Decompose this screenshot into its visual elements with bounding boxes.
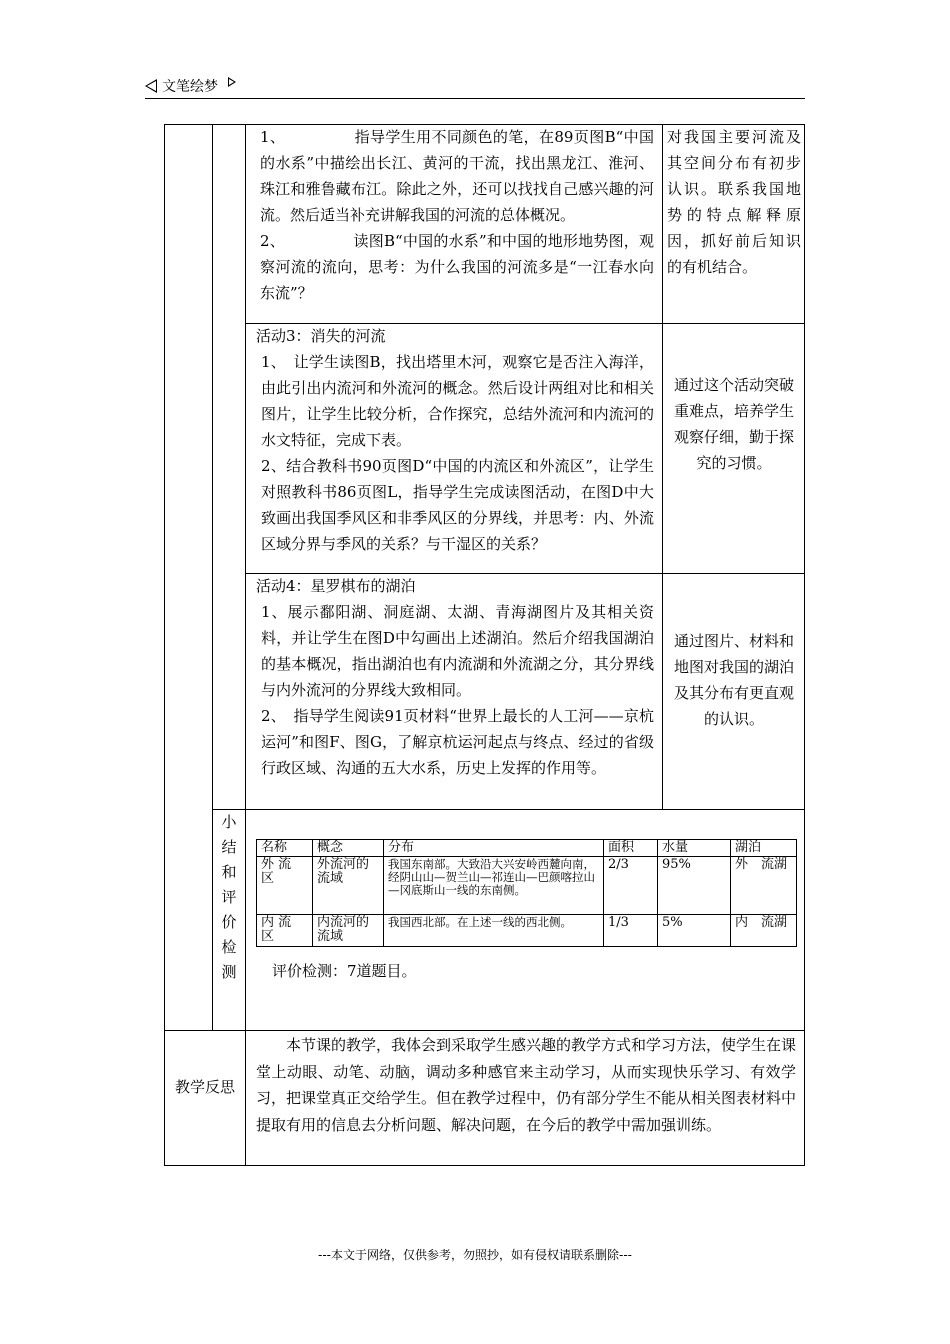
row-distribution: 我国东南部。大致沿大兴安岭西麓向南，经阴山山—贺兰山—祁连山—巴颜喀拉山—冈底斯山一线的东南侧。	[384, 857, 604, 915]
reflection-label: 教学反思	[174, 1078, 235, 1096]
row-water: 5%	[658, 915, 731, 947]
header-water: 水量	[658, 840, 731, 857]
col-line-3	[662, 124, 663, 810]
activity-1-note: 对我国主要河流及其空间分布有初步认识。联系我国地势的特点解释原因，抓好前后知识的有机结合。	[667, 128, 801, 276]
summary-label-char: 和	[221, 863, 237, 881]
row-concept: 外流河的流域	[313, 857, 384, 915]
row-lake: 外 流湖	[731, 857, 797, 915]
row-lake: 内 流湖	[731, 915, 797, 947]
header-logo	[145, 76, 236, 96]
table-row	[257, 857, 797, 915]
col-line-2	[245, 124, 246, 1166]
activity-4-note: 通过图片、材料和地图对我国的湖泊及其分布有更直观的认识。	[673, 632, 794, 728]
activity-3-block	[256, 323, 654, 557]
activity-1-item-2: 2、 读图B“中国的水系”和中国的地形地势图，观察河流的流向，思考：为什么我国的河流多是“一江春水向东流”？	[260, 232, 654, 302]
row-distribution: 我国西北部。在上述一线的西北侧。	[384, 915, 604, 947]
page-header	[145, 72, 805, 99]
activity-4-item-2: 2、 指导学生阅读91页材料“世界上最长的人工河——京杭运河”和图F、图G，了解京杭运河起点与终点、经过的省级行政区域、沟通的五大水系，历史上发挥的作用等。	[261, 707, 654, 777]
activity-4-block	[256, 573, 654, 781]
header-title: 文笔绘梦	[162, 79, 218, 95]
triangle-right-icon	[228, 77, 236, 87]
activity-4-item-1: 1、展示鄱阳湖、洞庭湖、太湖、青海湖图片及其相关资料，并让学生在图D中勾画出上述湖泊。然后介绍我国湖泊的基本概况，指出湖泊也有内流湖和外流湖之分，其分界线与内外流河的分界线大致相同。	[261, 603, 654, 699]
activity-block-1	[260, 124, 654, 306]
header-distribution: 分布	[384, 840, 604, 857]
table-row	[257, 915, 797, 947]
activity-3-note: 通过这个活动突破重难点，培养学生观察仔细，勤于探究的习惯。	[673, 376, 794, 472]
row-line-4	[164, 1030, 805, 1031]
header-area: 面积	[604, 840, 658, 857]
triangle-left-icon	[145, 79, 157, 93]
summary-label-char: 小	[221, 813, 237, 831]
row-area: 1/3	[604, 915, 658, 947]
row-area: 2/3	[604, 857, 658, 915]
summary-label-char: 价	[221, 913, 237, 931]
summary-label-char: 评	[221, 888, 237, 906]
activity-3-item-1: 1、 让学生读图B，找出塔里木河，观察它是否注入海洋，由此引出内流河和外流河的概念。然后设计两组对比和相关图片，让学生比较分析，合作探究，总结外流河和内流河的水文特征，完成下表。	[261, 353, 654, 449]
summary-label-char: 检	[221, 938, 237, 956]
summary-label-char: 结	[221, 838, 237, 856]
summary-table	[256, 839, 797, 947]
row-name: 内 流 区	[257, 915, 313, 947]
row-water: 95%	[658, 857, 731, 915]
activity-1-item-1: 1、 指导学生用不同颜色的笔，在89页图B“中国的水系”中描绘出长江、黄河的干流，找出黑龙江、淮河、珠江和雅鲁藏布江。除此之外，还可以找找自己感兴趣的河流。然后适当补充讲解我国的河流的总体概况。	[260, 128, 654, 224]
summary-label-char: 测	[221, 963, 237, 981]
header-name: 名称	[257, 840, 313, 857]
activity-4-title: 活动4：星罗棋布的湖泊	[256, 577, 416, 595]
evaluation-text: 评价检测：7道题目。	[272, 962, 417, 980]
summary-header-row	[257, 840, 797, 857]
row-line-3	[212, 809, 805, 810]
activity-3-title: 活动3：消失的河流	[256, 327, 386, 345]
header-lake: 湖泊	[731, 840, 797, 857]
activity-3-item-2: 2、结合教科书90页图D“中国的内流区和外流区”，让学生对照教科书86页图L，指导学生完成读图活动，在图D中大致画出我国季风区和非季风区的分界线，并思考：内、外流区域分界与季风的关系？与干湿区的关系？	[261, 457, 654, 553]
summary-label	[214, 810, 244, 985]
header-concept: 概念	[313, 840, 384, 857]
col-line-1	[212, 124, 213, 1030]
reflection-text: 本节课的教学，我体会到采取学生感兴趣的教学方式和学习方法，使学生在课堂上动眼、动笔、动脑，调动多种感官来主动学习，从而实现快乐学习、有效学习，把课堂真正交给学生。但在教学过程中，仍有部分学生不能从相关图表材料中提取有用的信息去分析问题、解决问题，在今后的教学中需加强训练。	[256, 1036, 797, 1134]
reflection-block	[256, 1032, 796, 1138]
row-concept: 内流河的流域	[313, 915, 384, 947]
row-name: 外 流 区	[257, 857, 313, 915]
page-footer: ---本文于网络，仅供参考，勿照抄，如有侵权请联系删除---	[318, 1248, 632, 1262]
